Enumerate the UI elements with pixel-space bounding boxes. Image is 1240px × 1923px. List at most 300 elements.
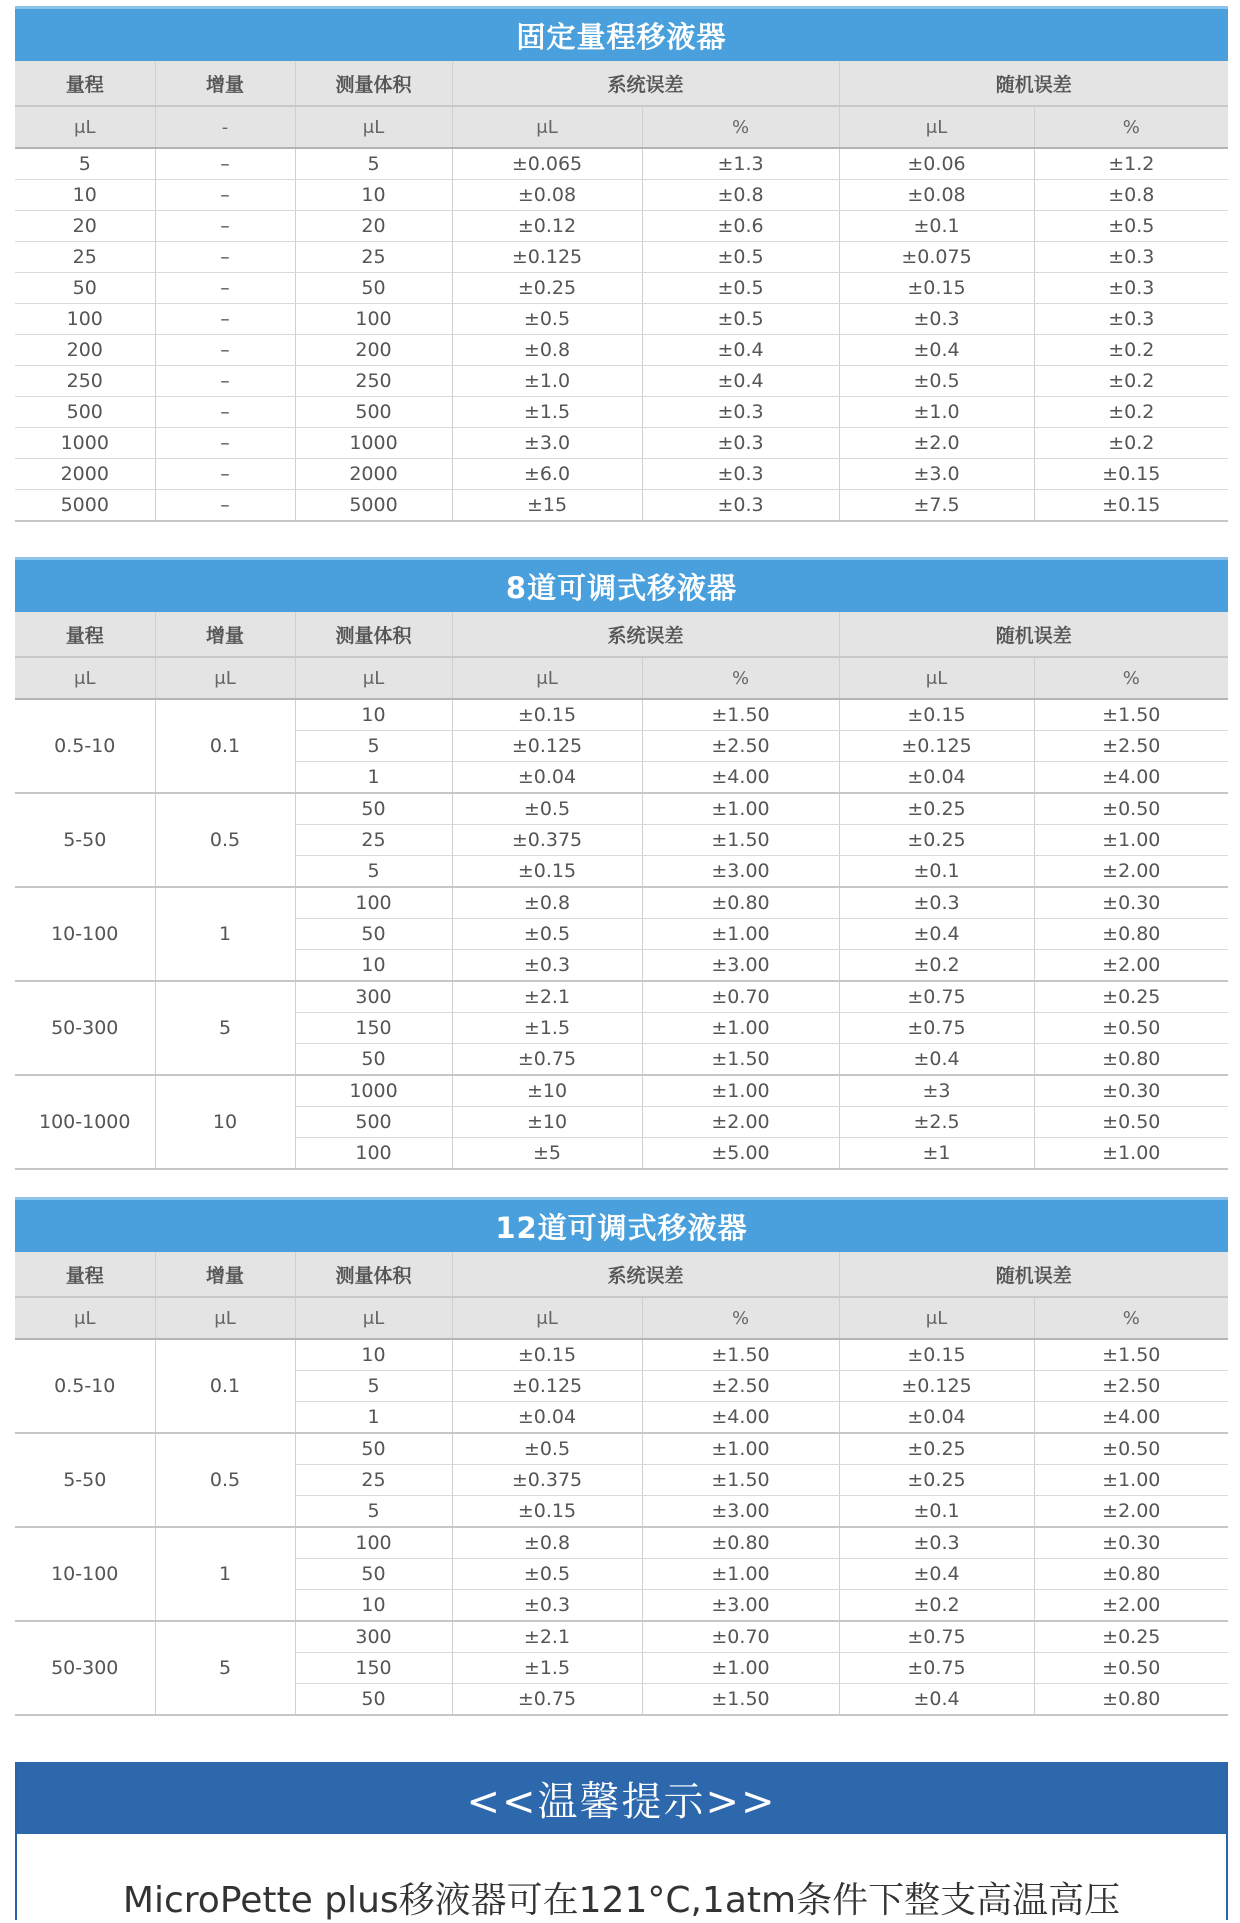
table-cell: ±0.30 bbox=[1034, 1075, 1228, 1107]
table-cell: – bbox=[155, 304, 295, 335]
table-row bbox=[15, 397, 1228, 428]
table-cell: ±1.00 bbox=[642, 1559, 839, 1590]
table-row bbox=[15, 304, 1228, 335]
table-cell: 50 bbox=[295, 793, 452, 825]
tips-box bbox=[15, 1762, 1228, 1920]
table-cell: 100 bbox=[295, 1138, 452, 1170]
table-cell: ±1.00 bbox=[642, 919, 839, 950]
table-cell: ±0.04 bbox=[452, 1402, 642, 1434]
table-cell: ±0.2 bbox=[1034, 428, 1228, 459]
table-cell: – bbox=[155, 148, 295, 180]
table-cell: 10 bbox=[15, 180, 155, 211]
column-header: 系统误差 bbox=[452, 612, 839, 657]
table-cell: 1000 bbox=[15, 428, 155, 459]
increment-cell: 5 bbox=[155, 1621, 295, 1715]
table-cell: 250 bbox=[15, 366, 155, 397]
table-cell: – bbox=[155, 335, 295, 366]
table-cell: ±0.75 bbox=[839, 1653, 1034, 1684]
table-cell: ±2.0 bbox=[839, 428, 1034, 459]
unit-header: μL bbox=[839, 1297, 1034, 1339]
table-cell: ±0.04 bbox=[452, 762, 642, 794]
table-cell: ±0.80 bbox=[1034, 1559, 1228, 1590]
table-cell: 10 bbox=[295, 1339, 452, 1371]
table-cell: ±0.3 bbox=[839, 1527, 1034, 1559]
table-cell: 150 bbox=[295, 1653, 452, 1684]
table-cell: 25 bbox=[295, 825, 452, 856]
table-cell: ±2.50 bbox=[1034, 1371, 1228, 1402]
table-cell: 100 bbox=[295, 887, 452, 919]
table-cell: ±4.00 bbox=[642, 762, 839, 794]
table-cell: ±0.125 bbox=[452, 242, 642, 273]
table-row bbox=[15, 273, 1228, 304]
table-row bbox=[15, 459, 1228, 490]
range-cell: 5-50 bbox=[15, 1433, 155, 1527]
table-cell: ±0.15 bbox=[452, 1496, 642, 1528]
range-cell: 50-300 bbox=[15, 1621, 155, 1715]
table-cell: ±3.0 bbox=[452, 428, 642, 459]
unit-header: % bbox=[642, 657, 839, 699]
column-header: 随机误差 bbox=[839, 61, 1228, 106]
table-cell: ±0.80 bbox=[1034, 1044, 1228, 1076]
table-cell: ±3.00 bbox=[642, 856, 839, 888]
increment-cell: 1 bbox=[155, 887, 295, 981]
column-header: 量程 bbox=[15, 61, 155, 106]
table-cell: ±0.15 bbox=[1034, 490, 1228, 522]
twelve-channel-pipette-section bbox=[15, 1197, 1228, 1716]
column-header: 量程 bbox=[15, 612, 155, 657]
unit-header: μL bbox=[452, 106, 642, 148]
table-cell: ±1.50 bbox=[642, 1339, 839, 1371]
table-cell: 2000 bbox=[295, 459, 452, 490]
unit-header: μL bbox=[155, 657, 295, 699]
unit-header: % bbox=[1034, 106, 1228, 148]
table-cell: – bbox=[155, 242, 295, 273]
table-cell: 5 bbox=[295, 148, 452, 180]
column-header: 随机误差 bbox=[839, 1252, 1228, 1297]
table-cell: 5000 bbox=[15, 490, 155, 522]
table-cell: 10 bbox=[295, 180, 452, 211]
table-cell: 100 bbox=[15, 304, 155, 335]
table-cell: ±0.1 bbox=[839, 1496, 1034, 1528]
table-cell: 500 bbox=[15, 397, 155, 428]
table-cell: ±0.4 bbox=[642, 335, 839, 366]
column-header: 系统误差 bbox=[452, 1252, 839, 1297]
table-cell: ±2.50 bbox=[1034, 731, 1228, 762]
table-cell: 2000 bbox=[15, 459, 155, 490]
table-cell: – bbox=[155, 180, 295, 211]
table-cell: ±0.5 bbox=[452, 793, 642, 825]
table-cell: – bbox=[155, 459, 295, 490]
table-cell: ±3 bbox=[839, 1075, 1034, 1107]
table-row bbox=[15, 211, 1228, 242]
table-cell: 20 bbox=[295, 211, 452, 242]
table-cell: ±0.15 bbox=[452, 1339, 642, 1371]
table-cell: 50 bbox=[295, 1684, 452, 1716]
table-cell: ±1.50 bbox=[1034, 699, 1228, 731]
column-header: 增量 bbox=[155, 1252, 295, 1297]
table-cell: ±1.50 bbox=[642, 1044, 839, 1076]
table-cell: ±10 bbox=[452, 1107, 642, 1138]
table-cell: ±0.3 bbox=[642, 490, 839, 522]
table-cell: ±2.00 bbox=[1034, 1496, 1228, 1528]
table-cell: ±0.8 bbox=[642, 180, 839, 211]
table-cell: ±0.8 bbox=[452, 335, 642, 366]
unit-header: μL bbox=[295, 106, 452, 148]
table-cell: ±0.75 bbox=[452, 1044, 642, 1076]
column-header: 系统误差 bbox=[452, 61, 839, 106]
table-cell: 25 bbox=[295, 1465, 452, 1496]
column-header: 测量体积 bbox=[295, 1252, 452, 1297]
table-cell: ±0.25 bbox=[839, 1465, 1034, 1496]
table-cell: ±1.5 bbox=[452, 397, 642, 428]
table-cell: ±0.08 bbox=[839, 180, 1034, 211]
unit-header: μL bbox=[295, 657, 452, 699]
table-cell: ±0.50 bbox=[1034, 793, 1228, 825]
table-cell: 5 bbox=[295, 1496, 452, 1528]
table-cell: ±0.75 bbox=[839, 1013, 1034, 1044]
unit-header: μL bbox=[155, 1297, 295, 1339]
table-cell: 50 bbox=[15, 273, 155, 304]
table-cell: ±1.50 bbox=[642, 699, 839, 731]
section-title: 8道可调式移液器 bbox=[15, 557, 1228, 612]
table-row bbox=[15, 490, 1228, 522]
table-cell: 1000 bbox=[295, 1075, 452, 1107]
unit-header: - bbox=[155, 106, 295, 148]
table-cell: ±0.08 bbox=[452, 180, 642, 211]
column-header: 测量体积 bbox=[295, 612, 452, 657]
table-cell: ±0.04 bbox=[839, 762, 1034, 794]
table-row bbox=[15, 1339, 1228, 1371]
table-cell: ±4.00 bbox=[642, 1402, 839, 1434]
table-cell: ±0.15 bbox=[1034, 459, 1228, 490]
column-header: 量程 bbox=[15, 1252, 155, 1297]
table-row bbox=[15, 335, 1228, 366]
table-cell: ±1.00 bbox=[642, 1075, 839, 1107]
table-row bbox=[15, 1075, 1228, 1107]
table-cell: ±0.15 bbox=[839, 273, 1034, 304]
table-cell: ±0.2 bbox=[1034, 397, 1228, 428]
table-cell: ±0.125 bbox=[839, 731, 1034, 762]
table-cell: ±1.00 bbox=[642, 1653, 839, 1684]
table-cell: ±0.375 bbox=[452, 825, 642, 856]
table-cell: 25 bbox=[15, 242, 155, 273]
table-row bbox=[15, 148, 1228, 180]
table-cell: ±0.5 bbox=[452, 1433, 642, 1465]
table-cell: ±1.5 bbox=[452, 1653, 642, 1684]
table-cell: – bbox=[155, 428, 295, 459]
table-cell: – bbox=[155, 273, 295, 304]
table-cell: ±3.00 bbox=[642, 1590, 839, 1622]
table-cell: ±7.5 bbox=[839, 490, 1034, 522]
increment-cell: 10 bbox=[155, 1075, 295, 1169]
table-row bbox=[15, 887, 1228, 919]
table-row bbox=[15, 981, 1228, 1013]
table-cell: ±0.3 bbox=[839, 304, 1034, 335]
table-cell: ±0.80 bbox=[642, 1527, 839, 1559]
table-cell: 150 bbox=[295, 1013, 452, 1044]
table-cell: ±0.2 bbox=[839, 1590, 1034, 1622]
table-cell: ±0.70 bbox=[642, 981, 839, 1013]
spec-table bbox=[15, 61, 1228, 522]
table-cell: 10 bbox=[295, 699, 452, 731]
table-cell: ±2.50 bbox=[642, 1371, 839, 1402]
range-cell: 10-100 bbox=[15, 1527, 155, 1621]
table-cell: ±0.5 bbox=[839, 366, 1034, 397]
table-cell: ±0.30 bbox=[1034, 1527, 1228, 1559]
table-cell: ±10 bbox=[452, 1075, 642, 1107]
table-cell: ±1.00 bbox=[642, 793, 839, 825]
table-cell: ±1.50 bbox=[642, 825, 839, 856]
table-cell: ±0.80 bbox=[1034, 919, 1228, 950]
table-cell: ±0.75 bbox=[839, 981, 1034, 1013]
increment-cell: 0.1 bbox=[155, 1339, 295, 1433]
increment-cell: 0.5 bbox=[155, 1433, 295, 1527]
table-cell: ±0.125 bbox=[452, 1371, 642, 1402]
table-cell: ±0.3 bbox=[1034, 273, 1228, 304]
table-cell: 250 bbox=[295, 366, 452, 397]
table-cell: ±4.00 bbox=[1034, 1402, 1228, 1434]
table-cell: ±1.50 bbox=[1034, 1339, 1228, 1371]
table-cell: ±2.1 bbox=[452, 1621, 642, 1653]
column-header: 增量 bbox=[155, 61, 295, 106]
table-cell: ±0.5 bbox=[642, 242, 839, 273]
table-cell: 100 bbox=[295, 1527, 452, 1559]
table-cell: ±0.1 bbox=[839, 211, 1034, 242]
table-cell: 100 bbox=[295, 304, 452, 335]
range-cell: 5-50 bbox=[15, 793, 155, 887]
table-cell: 20 bbox=[15, 211, 155, 242]
table-cell: ±3.0 bbox=[839, 459, 1034, 490]
table-cell: ±0.15 bbox=[452, 699, 642, 731]
unit-header: % bbox=[1034, 1297, 1228, 1339]
table-cell: ±3.00 bbox=[642, 950, 839, 982]
table-cell: ±0.70 bbox=[642, 1621, 839, 1653]
table-cell: ±3.00 bbox=[642, 1496, 839, 1528]
table-cell: ±1.00 bbox=[642, 1013, 839, 1044]
table-cell: ±0.15 bbox=[452, 856, 642, 888]
unit-header: μL bbox=[295, 1297, 452, 1339]
range-cell: 100-1000 bbox=[15, 1075, 155, 1169]
table-cell: ±0.15 bbox=[839, 699, 1034, 731]
table-cell: 300 bbox=[295, 1621, 452, 1653]
table-cell: ±0.06 bbox=[839, 148, 1034, 180]
table-cell: ±0.25 bbox=[839, 825, 1034, 856]
table-row bbox=[15, 793, 1228, 825]
table-cell: ±0.4 bbox=[839, 1044, 1034, 1076]
table-cell: ±0.3 bbox=[1034, 242, 1228, 273]
range-cell: 50-300 bbox=[15, 981, 155, 1075]
table-cell: 5 bbox=[15, 148, 155, 180]
unit-header: μL bbox=[839, 106, 1034, 148]
table-cell: ±0.375 bbox=[452, 1465, 642, 1496]
table-row bbox=[15, 699, 1228, 731]
table-cell: 50 bbox=[295, 1559, 452, 1590]
table-row bbox=[15, 242, 1228, 273]
table-cell: 500 bbox=[295, 397, 452, 428]
tips-text: MicroPette plus移液器可在121°C,1atm条件下整支高温高压 bbox=[122, 1880, 1121, 1921]
table-cell: 10 bbox=[295, 1590, 452, 1622]
table-cell: ±1.5 bbox=[452, 1013, 642, 1044]
section-title: 固定量程移液器 bbox=[15, 6, 1228, 61]
table-cell: ±4.00 bbox=[1034, 762, 1228, 794]
column-header: 随机误差 bbox=[839, 612, 1228, 657]
table-cell: 5000 bbox=[295, 490, 452, 522]
table-cell: ±0.4 bbox=[839, 335, 1034, 366]
table-cell: ±6.0 bbox=[452, 459, 642, 490]
table-row bbox=[15, 428, 1228, 459]
unit-header: μL bbox=[839, 657, 1034, 699]
table-cell: 5 bbox=[295, 1371, 452, 1402]
table-cell: ±0.3 bbox=[642, 428, 839, 459]
table-cell: ±0.75 bbox=[452, 1684, 642, 1716]
table-cell: 200 bbox=[15, 335, 155, 366]
table-cell: ±1.00 bbox=[1034, 1138, 1228, 1170]
table-cell: ±0.8 bbox=[452, 887, 642, 919]
unit-header: μL bbox=[15, 106, 155, 148]
table-cell: ±0.2 bbox=[1034, 335, 1228, 366]
table-cell: ±0.5 bbox=[1034, 211, 1228, 242]
table-cell: ±0.3 bbox=[452, 1590, 642, 1622]
table-cell: ±0.075 bbox=[839, 242, 1034, 273]
table-cell: – bbox=[155, 397, 295, 428]
table-row bbox=[15, 180, 1228, 211]
table-cell: ±0.25 bbox=[1034, 1621, 1228, 1653]
table-cell: ±0.25 bbox=[839, 1433, 1034, 1465]
table-cell: ±2.00 bbox=[1034, 856, 1228, 888]
table-cell: ±1.00 bbox=[1034, 825, 1228, 856]
table-cell: ±2.00 bbox=[1034, 1590, 1228, 1622]
tips-title: <<温馨提示>> bbox=[17, 1762, 1226, 1834]
table-cell: ±0.1 bbox=[839, 856, 1034, 888]
table-cell: ±1.3 bbox=[642, 148, 839, 180]
table-cell: ±15 bbox=[452, 490, 642, 522]
increment-cell: 0.1 bbox=[155, 699, 295, 793]
table-cell: ±0.80 bbox=[642, 887, 839, 919]
table-cell: ±0.25 bbox=[452, 273, 642, 304]
table-cell: ±0.75 bbox=[839, 1621, 1034, 1653]
range-cell: 0.5-10 bbox=[15, 1339, 155, 1433]
increment-cell: 1 bbox=[155, 1527, 295, 1621]
table-cell: ±2.50 bbox=[642, 731, 839, 762]
table-cell: 300 bbox=[295, 981, 452, 1013]
table-cell: ±2.5 bbox=[839, 1107, 1034, 1138]
table-row bbox=[15, 366, 1228, 397]
table-cell: 5 bbox=[295, 856, 452, 888]
increment-cell: 0.5 bbox=[155, 793, 295, 887]
table-cell: ±0.15 bbox=[839, 1339, 1034, 1371]
table-cell: ±0.50 bbox=[1034, 1653, 1228, 1684]
table-cell: ±0.8 bbox=[452, 1527, 642, 1559]
table-cell: ±2.1 bbox=[452, 981, 642, 1013]
unit-header: % bbox=[642, 1297, 839, 1339]
table-cell: 50 bbox=[295, 1044, 452, 1076]
table-row bbox=[15, 1621, 1228, 1653]
table-cell: ±0.125 bbox=[839, 1371, 1034, 1402]
table-cell: ±1.00 bbox=[642, 1433, 839, 1465]
table-row bbox=[15, 1527, 1228, 1559]
table-cell: ±0.4 bbox=[642, 366, 839, 397]
increment-cell: 5 bbox=[155, 981, 295, 1075]
table-cell: ±0.12 bbox=[452, 211, 642, 242]
table-cell: ±0.5 bbox=[452, 919, 642, 950]
table-cell: ±0.2 bbox=[839, 950, 1034, 982]
table-cell: ±0.3 bbox=[642, 459, 839, 490]
table-cell: ±2.00 bbox=[642, 1107, 839, 1138]
table-cell: 500 bbox=[295, 1107, 452, 1138]
range-cell: 0.5-10 bbox=[15, 699, 155, 793]
table-cell: – bbox=[155, 366, 295, 397]
unit-header: % bbox=[642, 106, 839, 148]
table-cell: 1 bbox=[295, 762, 452, 794]
unit-header: % bbox=[1034, 657, 1228, 699]
table-cell: ±1 bbox=[839, 1138, 1034, 1170]
table-cell: 25 bbox=[295, 242, 452, 273]
eight-channel-pipette-section bbox=[15, 557, 1228, 1170]
column-header: 增量 bbox=[155, 612, 295, 657]
table-cell: 1 bbox=[295, 1402, 452, 1434]
table-cell: ±0.3 bbox=[839, 887, 1034, 919]
table-cell: ±0.5 bbox=[452, 304, 642, 335]
table-cell: ±0.125 bbox=[452, 731, 642, 762]
table-cell: ±5 bbox=[452, 1138, 642, 1170]
table-cell: 10 bbox=[295, 950, 452, 982]
column-header: 测量体积 bbox=[295, 61, 452, 106]
table-cell: ±1.0 bbox=[839, 397, 1034, 428]
unit-header: μL bbox=[15, 1297, 155, 1339]
table-cell: ±1.50 bbox=[642, 1465, 839, 1496]
table-cell: 200 bbox=[295, 335, 452, 366]
table-cell: ±0.4 bbox=[839, 919, 1034, 950]
table-cell: 1000 bbox=[295, 428, 452, 459]
table-cell: ±0.30 bbox=[1034, 887, 1228, 919]
table-cell: 50 bbox=[295, 1433, 452, 1465]
table-cell: ±0.5 bbox=[642, 304, 839, 335]
table-cell: 50 bbox=[295, 273, 452, 304]
table-cell: ±0.50 bbox=[1034, 1013, 1228, 1044]
table-cell: ±1.00 bbox=[1034, 1465, 1228, 1496]
table-cell: ±0.04 bbox=[839, 1402, 1034, 1434]
table-cell: ±0.50 bbox=[1034, 1107, 1228, 1138]
table-cell: ±0.3 bbox=[452, 950, 642, 982]
fixed-volume-pipette-section bbox=[15, 6, 1228, 522]
table-cell: ±0.3 bbox=[642, 397, 839, 428]
table-cell: ±0.80 bbox=[1034, 1684, 1228, 1716]
table-cell: ±0.4 bbox=[839, 1684, 1034, 1716]
table-cell: ±0.5 bbox=[452, 1559, 642, 1590]
table-cell: ±0.2 bbox=[1034, 366, 1228, 397]
section-title: 12道可调式移液器 bbox=[15, 1197, 1228, 1252]
table-cell: ±0.8 bbox=[1034, 180, 1228, 211]
table-cell: ±0.065 bbox=[452, 148, 642, 180]
table-cell: – bbox=[155, 490, 295, 522]
spec-table bbox=[15, 612, 1228, 1170]
table-cell: ±1.2 bbox=[1034, 148, 1228, 180]
table-cell: ±0.50 bbox=[1034, 1433, 1228, 1465]
table-cell: – bbox=[155, 211, 295, 242]
spec-table bbox=[15, 1252, 1228, 1716]
table-cell: 5 bbox=[295, 731, 452, 762]
table-cell: ±0.25 bbox=[839, 793, 1034, 825]
table-cell: ±0.25 bbox=[1034, 981, 1228, 1013]
unit-header: μL bbox=[452, 657, 642, 699]
table-cell: ±0.3 bbox=[1034, 304, 1228, 335]
table-cell: ±1.50 bbox=[642, 1684, 839, 1716]
table-cell: 50 bbox=[295, 919, 452, 950]
unit-header: μL bbox=[452, 1297, 642, 1339]
table-cell: ±2.00 bbox=[1034, 950, 1228, 982]
unit-header: μL bbox=[15, 657, 155, 699]
table-cell: ±5.00 bbox=[642, 1138, 839, 1170]
